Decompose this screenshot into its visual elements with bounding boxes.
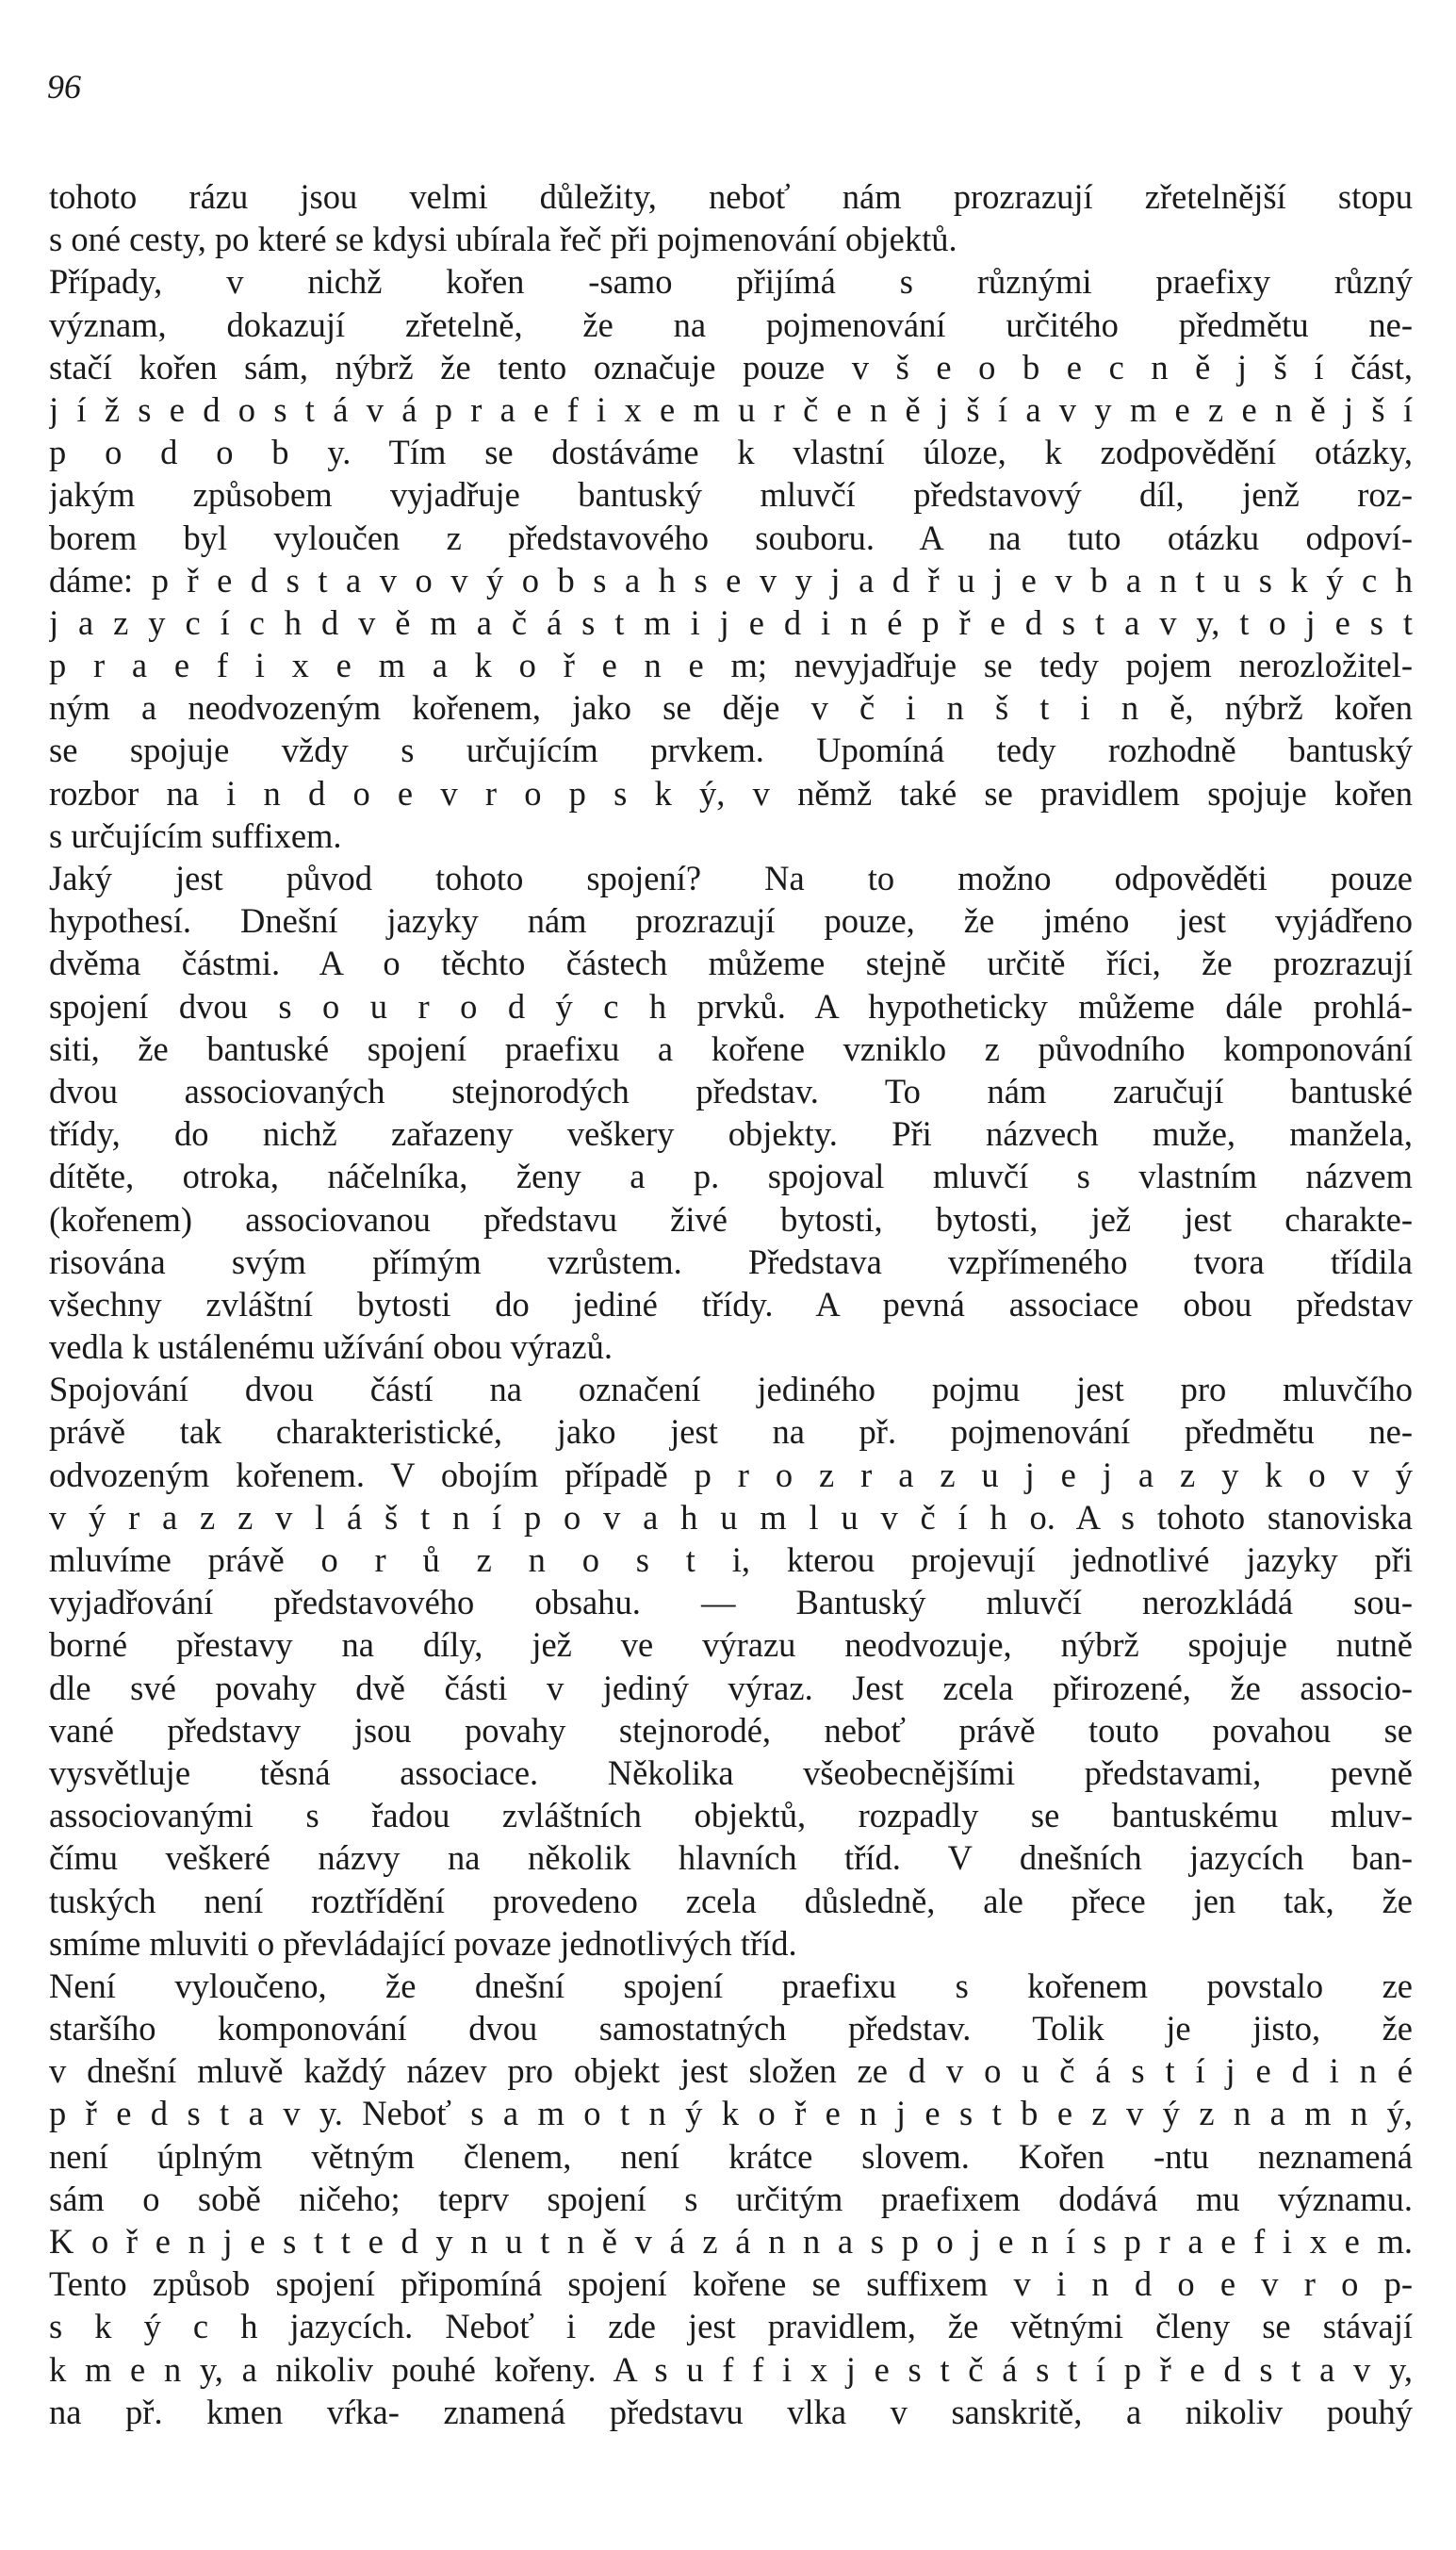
body-text bbox=[49, 175, 1413, 2433]
text-line: dítěte, otroka, náčelníka, ženy a p. spojoval mluvčí s vlastním názvem bbox=[49, 1157, 1413, 1196]
text-line: dáme: p ř e d s t a v o v ý o b s a h s e v y j a d ř u j e v b a n t u s k ý c h bbox=[49, 560, 1413, 600]
text-line: není úplným větným členem, není krátce slovem. Kořen -ntu neznamená bbox=[49, 2136, 1413, 2176]
text-line: s k ý c h jazycích. Neboť i zde jest pravidlem, že větnými členy se stávají bbox=[49, 2307, 1413, 2346]
page-number: 96 bbox=[47, 68, 81, 106]
text-line: borné přestavy na díly, jež ve výrazu neodvozuje, nýbrž spojuje nutně bbox=[49, 1625, 1413, 1665]
text-line: na př. kmen vŕka- znamená představu vlka v sanskritě, a nikoliv pouhý bbox=[49, 2392, 1413, 2431]
text-line: mluvíme právě o r ů z n o s t i, kterou projevují jednotlivé jazyky při bbox=[49, 1540, 1413, 1579]
text-line: všechny zvláštní bytosti do jediné třídy. A pevná associace obou představ bbox=[49, 1284, 1413, 1324]
text-line: se spojuje vždy s určujícím prvkem. Upomíná tedy rozhodně bantuský bbox=[49, 731, 1413, 770]
text-line: vané představy jsou povahy stejnorodé, neboť právě touto povahou se bbox=[49, 1710, 1413, 1750]
text-line: hypothesí. Dnešní jazyky nám prozrazují pouze, že jméno jest vyjádřeno bbox=[49, 901, 1413, 941]
text-line: staršího komponování dvou samostatných představ. Tolik je jisto, že bbox=[49, 2009, 1413, 2048]
text-line: p r a e f i x e m a k o ř e n e m; nevyjadřuje se tedy pojem nerozložitel- bbox=[49, 646, 1413, 685]
text-line: K o ř e n j e s t t e d y n u t n ě v á z á n n a s p o j e n í s p r a e f i x e m. bbox=[49, 2222, 1413, 2261]
text-line: dvěma částmi. A o těchto částech můžeme stejně určitě říci, že prozrazují bbox=[49, 944, 1413, 983]
text-line: rozbor na i n d o e v r o p s k ý, v němž také se pravidlem spojuje kořen bbox=[49, 773, 1413, 813]
text-line: Není vyloučeno, že dnešní spojení praefixu s kořenem povstalo ze bbox=[49, 1966, 1413, 2005]
text-line: odvozeným kořenem. V obojím případě p r o z r a z u j e j a z y k o v ý bbox=[49, 1455, 1413, 1494]
text-line: Spojování dvou částí na označení jediného pojmu jest pro mluvčího bbox=[49, 1370, 1413, 1409]
text-line: sám o sobě ničeho; teprv spojení s určitým praefixem dodává mu významu. bbox=[49, 2179, 1413, 2218]
text-line: j í ž s e d o s t á v á p r a e f i x e m u r č e n ě j š í a v y m e z e n ě j š í bbox=[49, 389, 1413, 429]
text-line: s oné cesty, po které se kdysi ubírala řeč při pojmenování objektů. bbox=[49, 220, 957, 259]
text-line: borem byl vyloučen z představového souboru. A na tuto otázku odpoví- bbox=[49, 518, 1413, 557]
text-line: vyjadřování představového obsahu. — Bantuský mluvčí nerozkládá sou- bbox=[49, 1583, 1413, 1622]
text-line: vysvětluje těsná associace. Několika všeobecnějšími představami, pevně bbox=[49, 1752, 1413, 1792]
text-line: siti, že bantuské spojení praefixu a kořene vzniklo z původního komponování bbox=[49, 1028, 1413, 1068]
text-line: j a z y c í c h d v ě m a č á s t m i j e d i n é p ř e d s t a v y, t o j e s t bbox=[49, 602, 1413, 642]
text-line: právě tak charakteristické, jako jest na př. pojmenování předmětu ne- bbox=[49, 1412, 1413, 1452]
text-line: ným a neodvozeným kořenem, jako se děje v č i n š t i n ě, nýbrž kořen bbox=[49, 688, 1413, 728]
text-line: v ý r a z z v l á š t n í p o v a h u m l u v č í h o. A s tohoto stanoviska bbox=[49, 1497, 1413, 1537]
text-line: Případy, v nichž kořen -samo přijímá s různými praefixy různý bbox=[49, 262, 1413, 302]
text-line: stačí kořen sám, nýbrž že tento označuje pouze v š e o b e c n ě j š í část, bbox=[49, 347, 1413, 387]
text-line: risována svým přímým vzrůstem. Představa vzpřímeného tvora třídila bbox=[49, 1242, 1413, 1281]
text-line: dvou associovaných stejnorodých představ. To nám zaručují bantuské bbox=[49, 1071, 1413, 1110]
text-line: třídy, do nichž zařazeny veškery objekty. Při názvech muže, manžela, bbox=[49, 1114, 1413, 1154]
text-line: Jaký jest původ tohoto spojení? Na to možno odpověděti pouze bbox=[49, 859, 1413, 897]
text-line: associovanými s řadou zvláštních objektů, rozpadly se bantuskému mluv- bbox=[49, 1796, 1413, 1835]
text-line: vedla k ustálenému užívání obou výrazů. bbox=[49, 1327, 613, 1367]
text-line: s určujícím suffixem. bbox=[49, 815, 342, 855]
text-line: smíme mluviti o převládající povaze jednotlivých tříd. bbox=[49, 1923, 797, 1963]
text-line: v dnešní mluvě každý název pro objekt jest složen ze d v o u č á s t í j e d i n é bbox=[49, 2051, 1413, 2091]
text-line: tohoto rázu jsou velmi důležity, neboť nám prozrazují zřetelnější stopu bbox=[49, 177, 1413, 216]
text-line: Tento způsob spojení připomíná spojení kořene se suffixem v i n d o e v r o p- bbox=[49, 2264, 1413, 2304]
text-line: tuských není roztřídění provedeno zcela důsledně, ale přece jen tak, že bbox=[49, 1881, 1413, 1920]
text-line: p o d o b y. Tím se dostáváme k vlastní úloze, k zodpovědění otázky, bbox=[49, 433, 1413, 472]
text-line: spojení dvou s o u r o d ý c h prvků. A hypotheticky můžeme dále prohlá- bbox=[49, 986, 1413, 1026]
text-line: dle své povahy dvě části v jediný výraz. Jest zcela přirozené, že associo- bbox=[49, 1668, 1413, 1707]
text-line: p ř e d s t a v y. Neboť s a m o t n ý k o ř e n j e s t b e z v ý z n a m n ý, bbox=[49, 2094, 1413, 2133]
text-line: čímu veškeré názvy na několik hlavních tříd. V dnešních jazycích ban- bbox=[49, 1838, 1413, 1878]
text-line: (kořenem) associovanou představu živé bytosti, bytosti, jež jest charakte- bbox=[49, 1199, 1413, 1239]
text-line: k m e n y, a nikoliv pouhé kořeny. A s u f f i x j e s t č á s t í p ř e d s t a v y, bbox=[49, 2349, 1413, 2389]
text-line: význam, dokazují zřetelně, že na pojmenování určitého předmětu ne- bbox=[49, 304, 1413, 344]
text-line: jakým způsobem vyjadřuje bantuský mluvčí představový díl, jenž roz- bbox=[49, 475, 1413, 515]
